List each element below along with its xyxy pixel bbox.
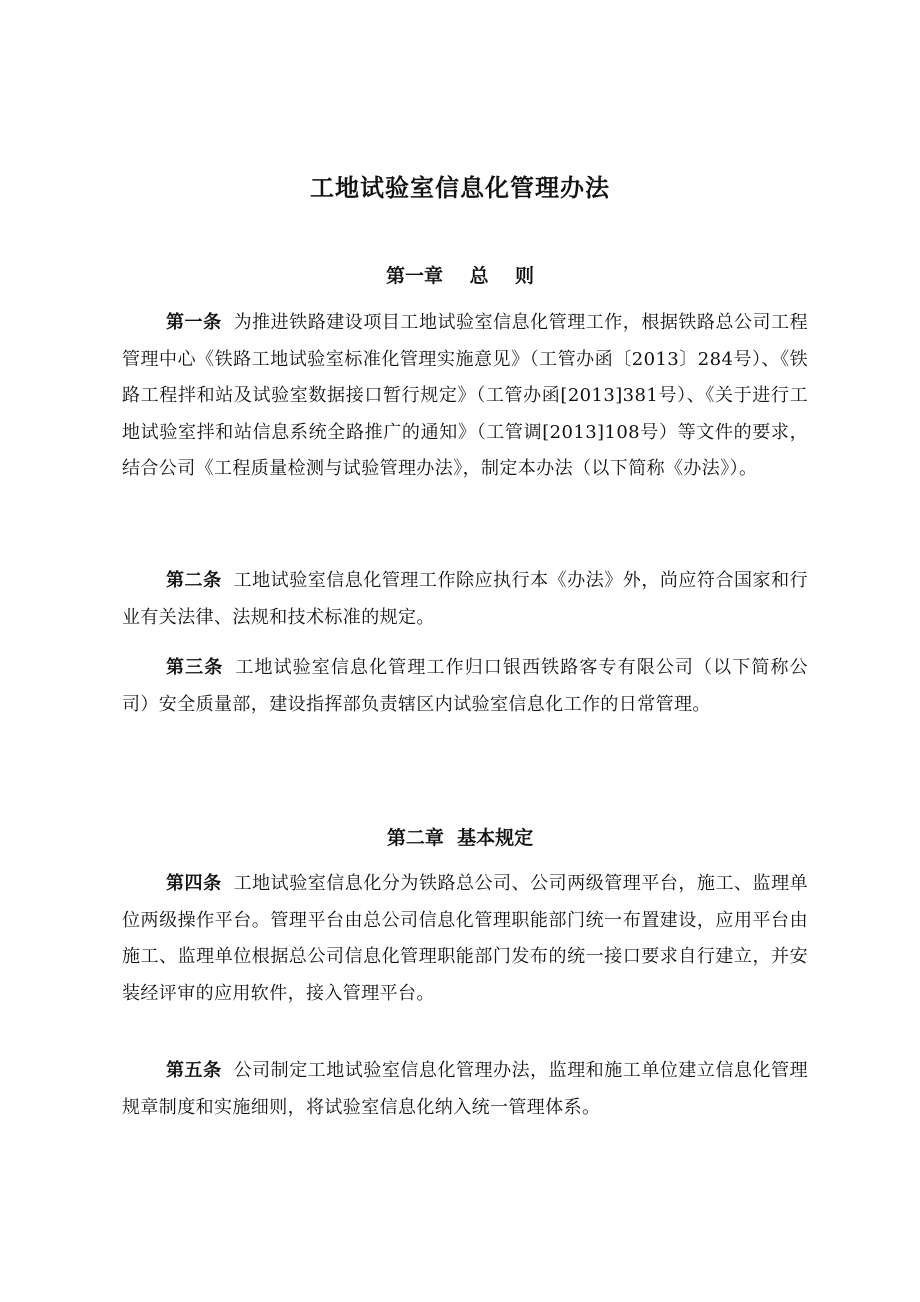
chapter-heading: 第一章 总 则	[386, 265, 534, 287]
article-text: 工地试验室信息化分为铁路总公司、公司两级管理平台，施工、监理单位两级操作平台。管理平台由总公司信息化管理职能部门统一布置建设，应用平台由施工、监理单位根据总公司信息化管理职能部门发布的统一接口要求自行建立，并安装经评审的应用软件，接入管理平台。	[122, 873, 808, 1004]
article-paragraph	[122, 305, 808, 488]
article-text: 工地试验室信息化管理工作除应执行本《办法》外，尚应符合国家和行业有关法律、法规和技术标准的规定。	[122, 570, 808, 628]
article-label: 第一条	[166, 312, 222, 333]
article-text: 公司制定工地试验室信息化管理办法，监理和施工单位建立信息化管理规章制度和实施细则，将试验室信息化纳入统一管理体系。	[122, 1060, 808, 1118]
article-text: 为推进铁路建设项目工地试验室信息化管理工作，根据铁路总公司工程管理中心《铁路工地试验室标准化管理实施意见》（工管办函〔2013〕284号）、《铁路工程拌和站及试验室数据接口暂行规定》（工管办函[2013]381号）、《关于进行工地试验室拌和站信息系统全路推广的通知》（工管调[2013]108号）等文件的要求，结合公司《工程质量检测与试验管理办法》，制定本办法（以下简称《办法》）。	[122, 312, 808, 479]
article-text: 工地试验室信息化管理工作归口银西铁路客专有限公司（以下简称公司）安全质量部，建设指挥部负责辖区内试验室信息化工作的日常管理。	[122, 657, 808, 715]
article-paragraph	[122, 866, 808, 1012]
article-paragraph	[122, 650, 808, 723]
article-paragraph	[122, 563, 808, 636]
article-paragraph	[122, 1053, 808, 1126]
article-label: 第二条	[166, 570, 222, 591]
article-label: 第五条	[166, 1060, 222, 1081]
article-label: 第四条	[166, 873, 222, 894]
chapter-heading: 第二章 基本规定	[386, 827, 534, 849]
article-label: 第三条	[166, 657, 224, 678]
document-title: 工地试验室信息化管理办法	[310, 174, 610, 202]
